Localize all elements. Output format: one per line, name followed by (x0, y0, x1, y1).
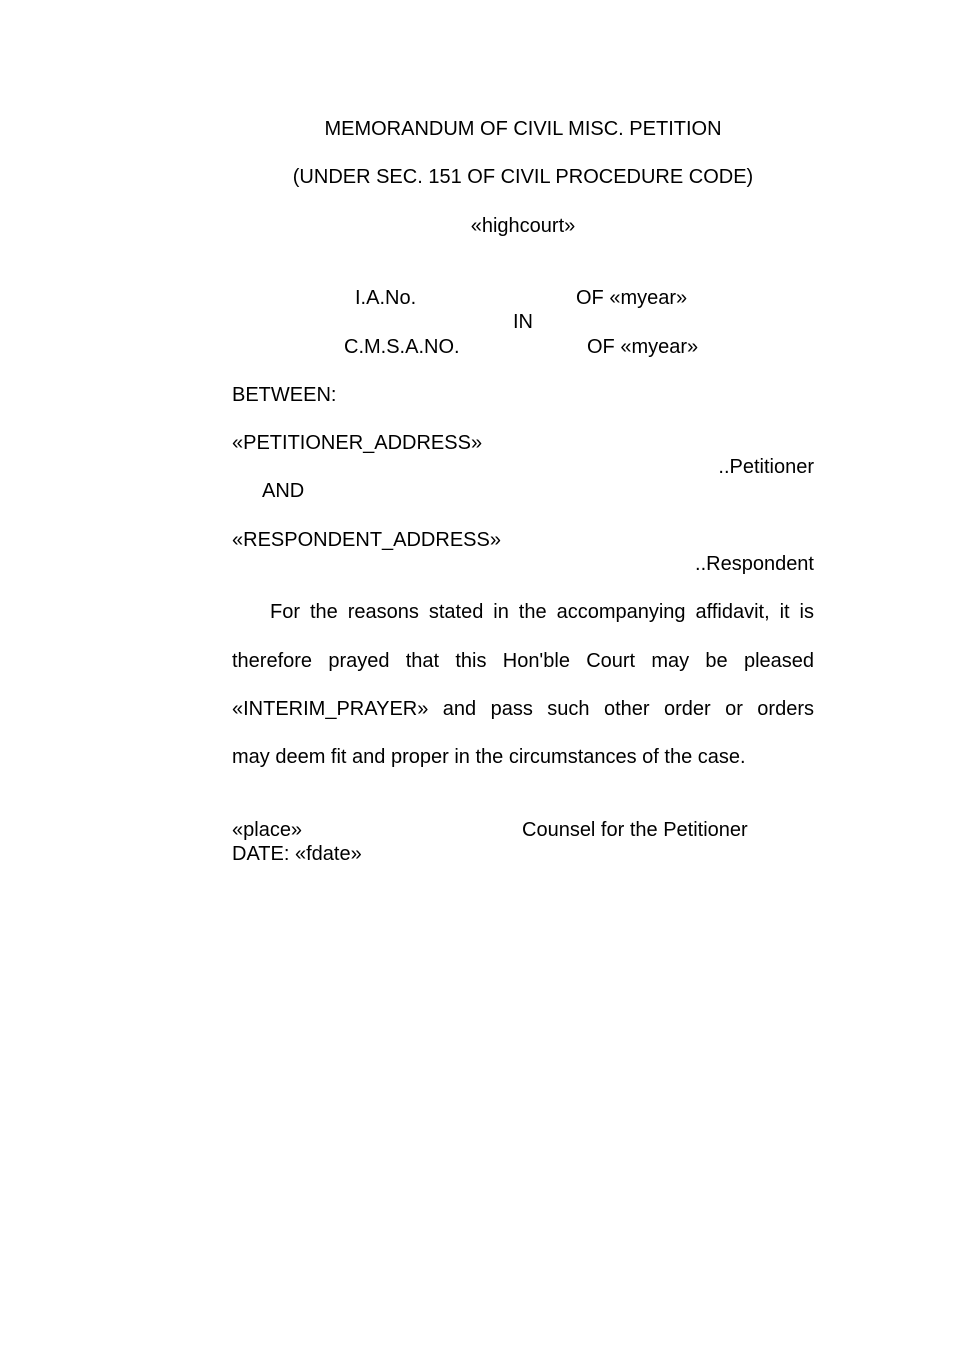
place-field: «place» (232, 819, 303, 841)
court-name: «highcourt» (470, 215, 576, 237)
between-label: BETWEEN: (232, 384, 337, 406)
prayer-line: may deem fit and proper in the circumstances of the case. (232, 746, 746, 768)
and-label: AND (262, 480, 305, 502)
ia-number-label: I.A.No. (355, 287, 417, 309)
respondent-role: ..Respondent (695, 553, 814, 575)
cmsa-number-label: C.M.S.A.NO. (344, 336, 460, 358)
prayer-line: For the reasons stated in the accompanying affidavit, it is (270, 601, 814, 623)
prayer-line: «INTERIM_PRAYER» and pass such other order or orders (232, 698, 814, 720)
date-field: DATE: «fdate» (232, 843, 362, 865)
petitioner-address: «PETITIONER_ADDRESS» (232, 432, 483, 454)
petitioner-role: ..Petitioner (718, 456, 814, 478)
in-label: IN (513, 311, 533, 333)
document-subtitle: (UNDER SEC. 151 OF CIVIL PROCEDURE CODE) (292, 166, 754, 188)
prayer-line: therefore prayed that this Hon'ble Court may be pleased (232, 650, 814, 672)
cmsa-year: OF «myear» (587, 336, 699, 358)
document-title: MEMORANDUM OF CIVIL MISC. PETITION (324, 118, 722, 140)
ia-year: OF «myear» (576, 287, 688, 309)
counsel-signature: Counsel for the Petitioner (522, 819, 748, 841)
respondent-address: «RESPONDENT_ADDRESS» (232, 529, 501, 551)
